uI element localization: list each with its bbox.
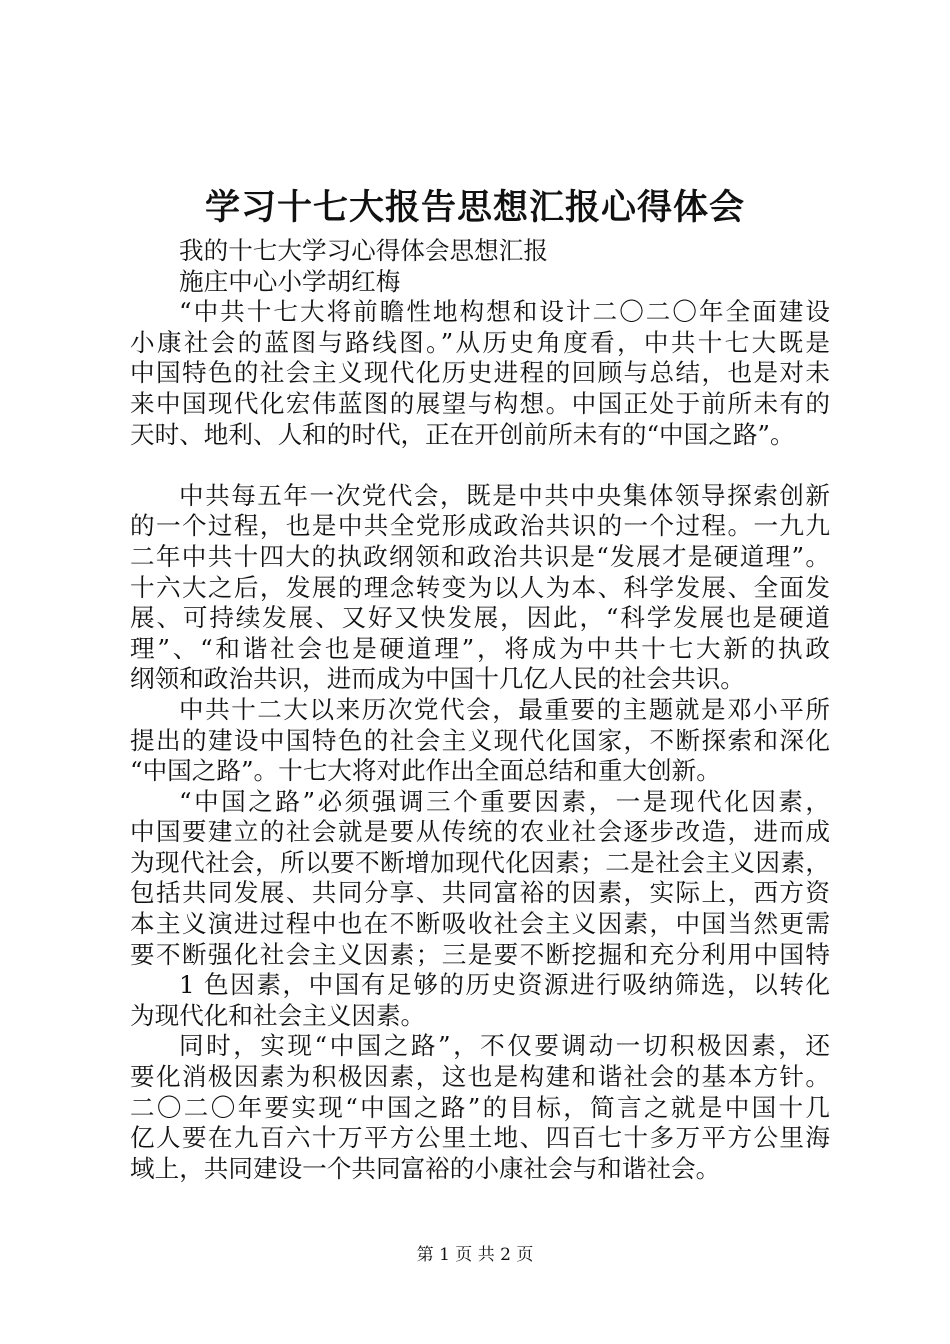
paragraph-4-line: 中国要建立的社会就是要从传统的农业社会逐步改造，进而成: [130, 817, 830, 847]
paragraph-5-line: 域上，共同建设一个共同富裕的小康社会与和谐社会。: [130, 1153, 721, 1183]
paragraph-1-line: 来中国现代化宏伟蓝图的展望与构想。中国正处于前所未有的: [130, 388, 830, 418]
paragraph-2-line: 纲领和政治共识，进而成为中国十几亿人民的社会共识。: [130, 664, 745, 694]
subtitle-line: 我的十七大学习心得体会思想汇报: [179, 236, 548, 265]
paragraph-1-line: 中国特色的社会主义现代化历史进程的回顾与总结，也是对未: [130, 358, 830, 388]
paragraph-2-line: 中共每五年一次党代会，既是中共中央集体领导探索创新: [179, 480, 830, 510]
page-footer: 第 1 页 共 2 页: [416, 1245, 534, 1265]
paragraph-2-line: 的一个过程，也是中共全党形成政治共识的一个过程。一九九: [130, 511, 830, 541]
paragraph-5-line: 二〇二〇年要实现“中国之路”的目标，简言之就是中国十几: [130, 1092, 830, 1122]
author-line: 施庄中心小学胡红梅: [179, 266, 401, 296]
paragraph-4-line: 为现代化和社会主义因素。: [130, 1000, 426, 1030]
paragraph-5-line: 要化消极因素为积极因素，这也是构建和谐社会的基本方针。: [130, 1062, 830, 1092]
paragraph-4-line: “中国之路”必须强调三个重要因素，一是现代化因素，: [179, 786, 830, 816]
paragraph-3-line: 中共十二大以来历次党代会，最重要的主题就是邓小平所: [179, 694, 830, 724]
paragraph-2-line: 十六大之后，发展的理念转变为以人为本、科学发展、全面发: [130, 572, 830, 602]
paragraph-2-line: 展、可持续发展、又好又快发展，因此，“科学发展也是硬道: [130, 603, 830, 633]
paragraph-2-line: 理”、“和谐社会也是硬道理”，将成为中共十七大新的执政: [130, 633, 830, 663]
document-body: [130, 236, 830, 1184]
paragraph-5-line: 亿人要在九百六十万平方公里土地、四百七十多万平方公里海: [130, 1123, 830, 1153]
paragraph-2-line: 二年中共十四大的执政纲领和政治共识是“发展才是硬道理”。: [130, 541, 830, 571]
paragraph-1-line: 天时、地利、人和的时代，正在开创前所未有的“中国之路”。: [130, 419, 795, 449]
paragraph-4-line: 包括共同发展、共同分享、共同富裕的因素，实际上，西方资: [130, 878, 830, 908]
paragraph-5-line: 同时，实现“中国之路”，不仅要调动一切积极因素，还: [179, 1031, 830, 1061]
paragraph-gap: [130, 450, 830, 481]
paragraph-3-line: 提出的建设中国特色的社会主义现代化国家，不断探索和深化: [130, 725, 830, 755]
paragraph-3-line: “中国之路”。十七大将对此作出全面总结和重大创新。: [130, 756, 721, 786]
document-title: 学习十七大报告思想汇报心得体会: [204, 187, 745, 228]
paragraph-1-line: “中共十七大将前瞻性地构想和设计二〇二〇年全面建设: [179, 297, 830, 327]
paragraph-4-line: 本主义演进过程中也在不断吸收社会主义因素，中国当然更需: [130, 909, 830, 939]
paragraph-4-line: 要不断强化社会主义因素；三是要不断挖掘和充分利用中国特: [130, 939, 830, 969]
paragraph-1-line: 小康社会的蓝图与路线图。”从历史角度看，中共十七大既是: [130, 327, 830, 357]
paragraph-4-line: 为现代社会，所以要不断增加现代化因素；二是社会主义因素，: [130, 847, 830, 877]
paragraph-4-line: 1 色因素，中国有足够的历史资源进行吸纳筛选，以转化: [179, 970, 830, 1000]
